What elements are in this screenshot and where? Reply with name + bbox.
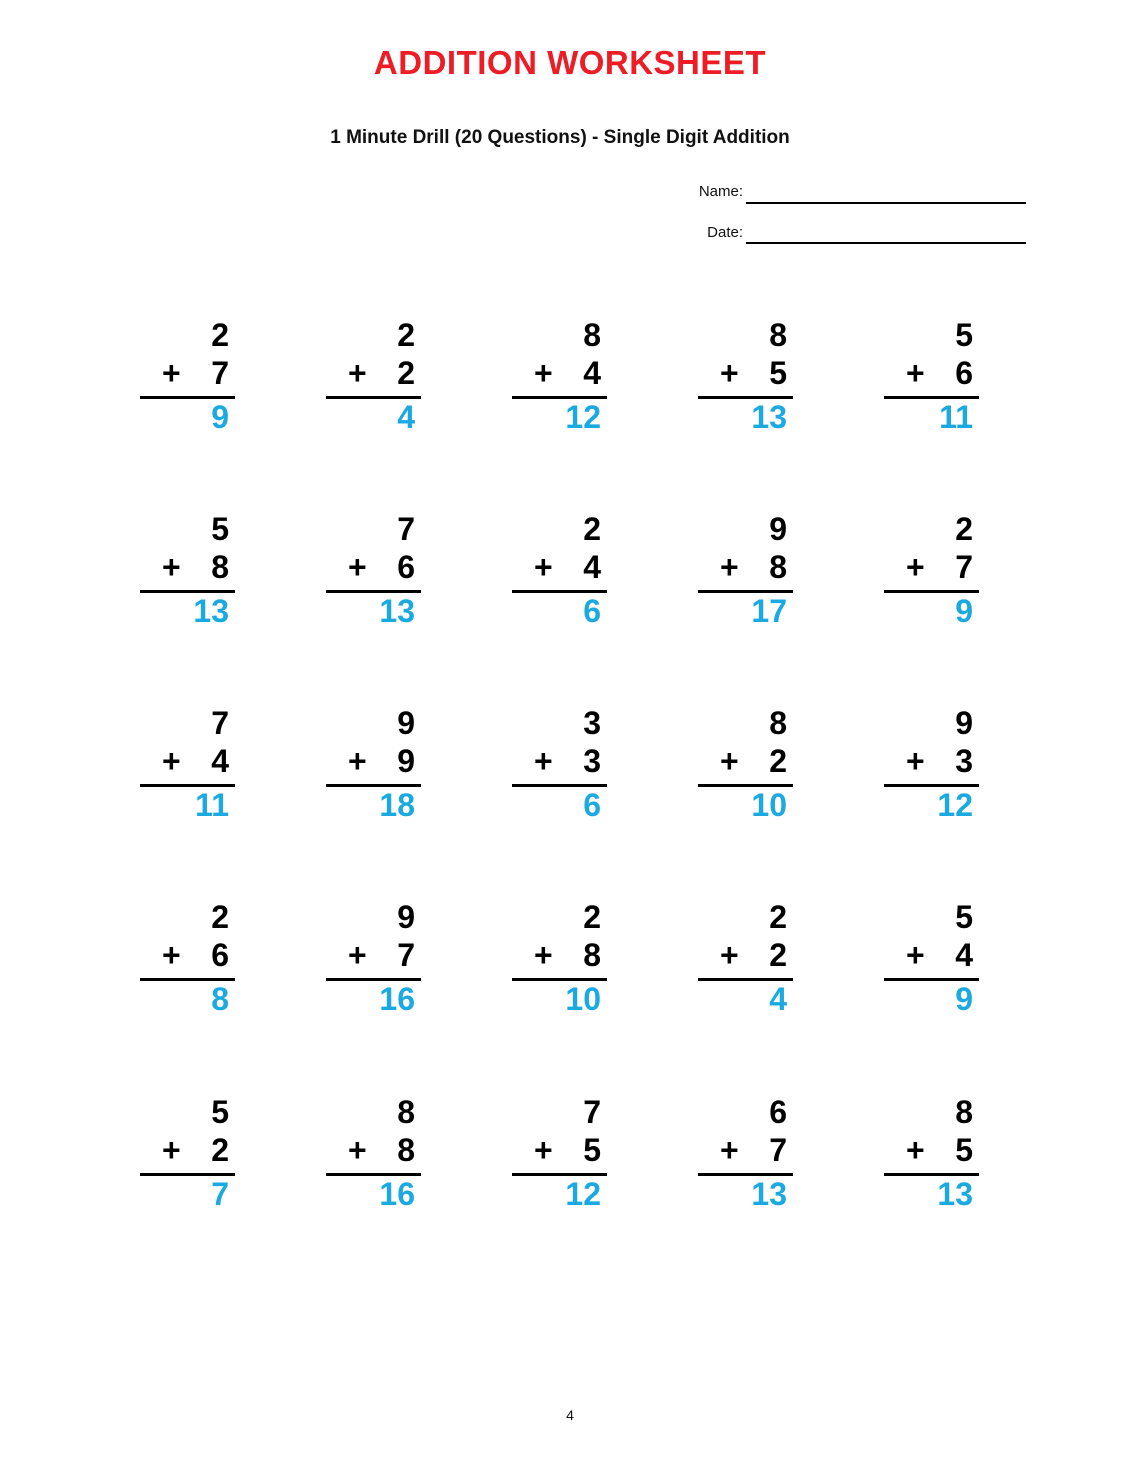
plus-sign: + <box>534 937 553 973</box>
plus-sign: + <box>162 743 181 779</box>
addition-problem <box>140 513 235 638</box>
addition-problem <box>512 707 607 832</box>
addend-bottom: 5 <box>583 1132 601 1168</box>
addend-bottom: 6 <box>211 937 229 973</box>
plus-sign: + <box>720 1132 739 1168</box>
addend-top: 8 <box>769 317 787 353</box>
addition-problem <box>326 319 421 444</box>
addend-bottom: 4 <box>955 937 973 973</box>
addition-problem <box>326 513 421 638</box>
answer: 13 <box>379 593 415 629</box>
addend-top: 9 <box>397 705 415 741</box>
plus-sign: + <box>906 743 925 779</box>
addition-problem <box>698 901 793 1026</box>
addend-bottom: 8 <box>397 1132 415 1168</box>
addend-bottom: 3 <box>955 743 973 779</box>
answer: 12 <box>565 399 601 435</box>
addend-bottom: 7 <box>955 549 973 585</box>
addend-top: 7 <box>211 705 229 741</box>
addend-bottom: 2 <box>769 937 787 973</box>
addition-problem <box>140 1096 235 1221</box>
addend-top: 2 <box>955 511 973 547</box>
plus-sign: + <box>906 549 925 585</box>
plus-sign: + <box>534 355 553 391</box>
answer: 17 <box>751 593 787 629</box>
addition-problem <box>140 901 235 1026</box>
addition-problem <box>512 1096 607 1221</box>
addend-top: 2 <box>769 899 787 935</box>
answer: 16 <box>379 1176 415 1212</box>
addition-problem <box>884 319 979 444</box>
addend-bottom: 4 <box>583 549 601 585</box>
answer: 13 <box>193 593 229 629</box>
addend-top: 9 <box>397 899 415 935</box>
addition-problem <box>140 319 235 444</box>
addend-top: 6 <box>769 1094 787 1130</box>
plus-sign: + <box>534 743 553 779</box>
plus-sign: + <box>720 549 739 585</box>
plus-sign: + <box>906 937 925 973</box>
addend-top: 9 <box>769 511 787 547</box>
plus-sign: + <box>906 1132 925 1168</box>
plus-sign: + <box>906 355 925 391</box>
addition-problem <box>326 1096 421 1221</box>
addend-bottom: 4 <box>583 355 601 391</box>
page-number: 4 <box>566 1407 574 1423</box>
answer: 16 <box>379 981 415 1017</box>
plus-sign: + <box>162 937 181 973</box>
addition-problem <box>512 901 607 1026</box>
answer: 6 <box>583 593 601 629</box>
addend-bottom: 8 <box>583 937 601 973</box>
answer: 12 <box>937 787 973 823</box>
addend-top: 8 <box>397 1094 415 1130</box>
answer: 10 <box>751 787 787 823</box>
addition-problem <box>698 707 793 832</box>
answer: 11 <box>195 787 229 823</box>
answer: 9 <box>955 981 973 1017</box>
answer: 11 <box>939 399 973 435</box>
addend-top: 5 <box>955 899 973 935</box>
addend-top: 5 <box>211 511 229 547</box>
answer: 10 <box>565 981 601 1017</box>
addend-top: 8 <box>583 317 601 353</box>
addition-problem <box>140 707 235 832</box>
plus-sign: + <box>162 355 181 391</box>
addend-bottom: 2 <box>211 1132 229 1168</box>
addend-top: 2 <box>211 317 229 353</box>
addition-problem <box>884 513 979 638</box>
addition-problem <box>698 319 793 444</box>
answer: 12 <box>565 1176 601 1212</box>
addend-bottom: 9 <box>397 743 415 779</box>
addition-problem <box>326 707 421 832</box>
addition-problem <box>698 1096 793 1221</box>
addend-bottom: 5 <box>955 1132 973 1168</box>
addend-top: 7 <box>397 511 415 547</box>
answer: 18 <box>379 787 415 823</box>
addend-top: 9 <box>955 705 973 741</box>
plus-sign: + <box>162 1132 181 1168</box>
addend-top: 2 <box>583 511 601 547</box>
name-field[interactable] <box>746 202 1026 204</box>
addend-bottom: 7 <box>769 1132 787 1168</box>
plus-sign: + <box>720 355 739 391</box>
addend-bottom: 8 <box>769 549 787 585</box>
answer: 13 <box>937 1176 973 1212</box>
plus-sign: + <box>348 743 367 779</box>
plus-sign: + <box>720 743 739 779</box>
addend-top: 5 <box>211 1094 229 1130</box>
plus-sign: + <box>162 549 181 585</box>
answer: 7 <box>211 1176 229 1212</box>
answer: 9 <box>955 593 973 629</box>
addition-problem <box>884 901 979 1026</box>
addend-bottom: 3 <box>583 743 601 779</box>
answer: 4 <box>769 981 787 1017</box>
answer: 4 <box>397 399 415 435</box>
plus-sign: + <box>534 1132 553 1168</box>
plus-sign: + <box>534 549 553 585</box>
addend-top: 8 <box>955 1094 973 1130</box>
addition-problem <box>326 901 421 1026</box>
addition-problem <box>884 707 979 832</box>
addend-bottom: 8 <box>211 549 229 585</box>
answer: 9 <box>211 399 229 435</box>
addition-problem <box>884 1096 979 1221</box>
plus-sign: + <box>348 355 367 391</box>
addend-top: 7 <box>583 1094 601 1130</box>
addend-top: 3 <box>583 705 601 741</box>
answer: 8 <box>211 981 229 1017</box>
addend-bottom: 4 <box>211 743 229 779</box>
plus-sign: + <box>348 1132 367 1168</box>
addend-bottom: 2 <box>769 743 787 779</box>
answer: 6 <box>583 787 601 823</box>
addend-bottom: 6 <box>397 549 415 585</box>
addition-problem <box>512 513 607 638</box>
name-label: Name: <box>698 183 743 200</box>
answer: 13 <box>751 1176 787 1212</box>
plus-sign: + <box>720 937 739 973</box>
addend-top: 5 <box>955 317 973 353</box>
addend-top: 2 <box>397 317 415 353</box>
date-label: Date: <box>707 224 743 241</box>
plus-sign: + <box>348 937 367 973</box>
plus-sign: + <box>348 549 367 585</box>
answer: 13 <box>751 399 787 435</box>
addend-top: 8 <box>769 705 787 741</box>
addend-bottom: 7 <box>397 937 415 973</box>
addition-problem <box>698 513 793 638</box>
addend-bottom: 6 <box>955 355 973 391</box>
worksheet-title: ADDITION WORKSHEET <box>373 44 767 81</box>
addend-bottom: 5 <box>769 355 787 391</box>
addend-top: 2 <box>583 899 601 935</box>
date-field[interactable] <box>746 242 1026 244</box>
addend-top: 2 <box>211 899 229 935</box>
addition-problem <box>512 319 607 444</box>
worksheet-subtitle: 1 Minute Drill (20 Questions) - Single Digit Addition <box>330 127 790 148</box>
addend-bottom: 2 <box>397 355 415 391</box>
addend-bottom: 7 <box>211 355 229 391</box>
